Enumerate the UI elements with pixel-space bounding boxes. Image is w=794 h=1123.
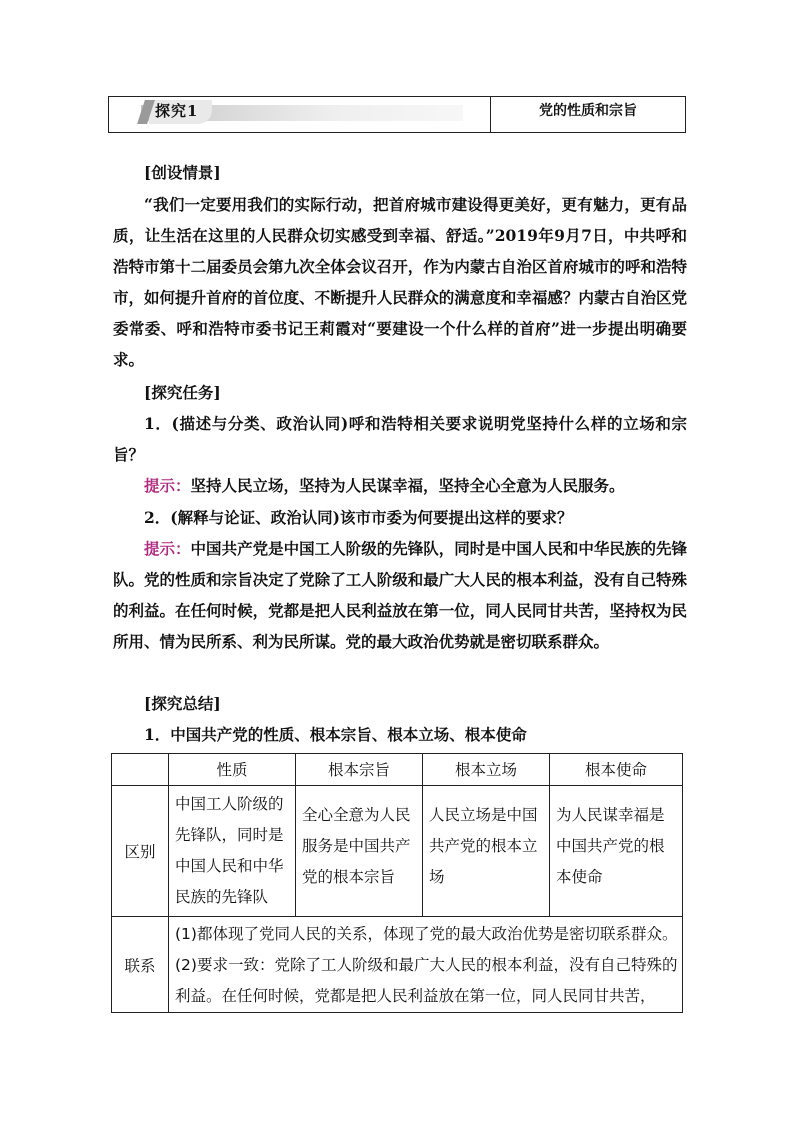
link-point-1: (1)都体现了党同人民的关系，体现了党的最大政治优势是密切联系群众。 <box>175 925 678 943</box>
question-1: 1．(描述与分类、政治认同)呼和浩特相关要求说明党坚持什么样的立场和宗旨？ <box>113 414 687 464</box>
answer-1 <box>113 470 687 501</box>
table-header-cell <box>112 754 169 786</box>
summary-tag: [探究总结] <box>144 694 221 713</box>
table-header-row <box>112 754 683 786</box>
table-cell: 为人民谋幸福是中国共产党的根本使命 <box>550 786 683 917</box>
section-title: 党的性质和宗旨 <box>539 103 637 119</box>
table-header-cell: 根本使命 <box>550 754 683 786</box>
row-label-link: 联系 <box>112 917 169 1013</box>
table-cell: 全心全意为人民服务是中国共产党的根本宗旨 <box>296 786 423 917</box>
section-header <box>108 96 686 133</box>
scenario-tag: [创设情景] <box>144 163 221 182</box>
table-header-cell: 根本立场 <box>423 754 550 786</box>
summary-item-1: 1．中国共产党的性质、根本宗旨、根本立场、根本使命 <box>144 725 527 744</box>
answer-1-text: 坚持人民立场，坚持为人民谋幸福，坚持全心全意为人民服务。 <box>190 476 625 495</box>
section-label: 探究1 <box>149 100 212 124</box>
table-header-cell: 根本宗旨 <box>296 754 423 786</box>
table-cell: 人民立场是中国共产党的根本立场 <box>423 786 550 917</box>
task-tag: [探究任务] <box>144 383 221 402</box>
row-label-diff: 区别 <box>112 786 169 917</box>
hint-label: 提示： <box>144 539 191 558</box>
table-row <box>112 917 683 1013</box>
table-cell-link <box>169 917 683 1013</box>
question-2: 2．(解释与论证、政治认同)该市市委为何要提出这样的要求？ <box>144 508 573 527</box>
table-cell: 中国工人阶级的先锋队，同时是中国人民和中华民族的先锋队 <box>169 786 296 917</box>
comparison-table <box>111 753 683 1013</box>
table-header-cell: 性质 <box>169 754 296 786</box>
table-row <box>112 786 683 917</box>
hint-label: 提示： <box>144 476 191 495</box>
scenario-paragraph: “我们一定要用我们的实际行动，把首府城市建设得更美好，更有魅力，更有品质，让生活在这里的人民群众切实感受到幸福、舒适。”2019年9月7日，中共呼和浩特市第十二届委员会第九次全体会议召开，作为内蒙古自治区首府城市的呼和浩特市，如何提升首府的首位度、不断提升人民群众的满意度和幸福感？内蒙古自治区党委常委、呼和浩特市委书记王莉霞对“要建设一个什么样的首府”进一步提出明确要求。 <box>113 195 687 369</box>
answer-2-text: 中国共产党是中国工人阶级的先锋队，同时是中国人民和中华民族的先锋队。党的性质和宗旨决定了党除了工人阶级和最广大人民的根本利益，没有自己特殊的利益。在任何时候，党都是把人民利益放在第一位，同人民同甘共苦，坚持权为民所用、情为民所系、利为民所谋。党的最大政治优势就是密切联系群众。 <box>113 539 687 651</box>
link-point-2: (2)要求一致：党除了工人阶级和最广大人民的根本利益，没有自己特殊的利益。在任何时候，党都是把人民利益放在第一位，同人民同甘共苦， <box>175 956 678 1005</box>
answer-2 <box>113 533 687 657</box>
